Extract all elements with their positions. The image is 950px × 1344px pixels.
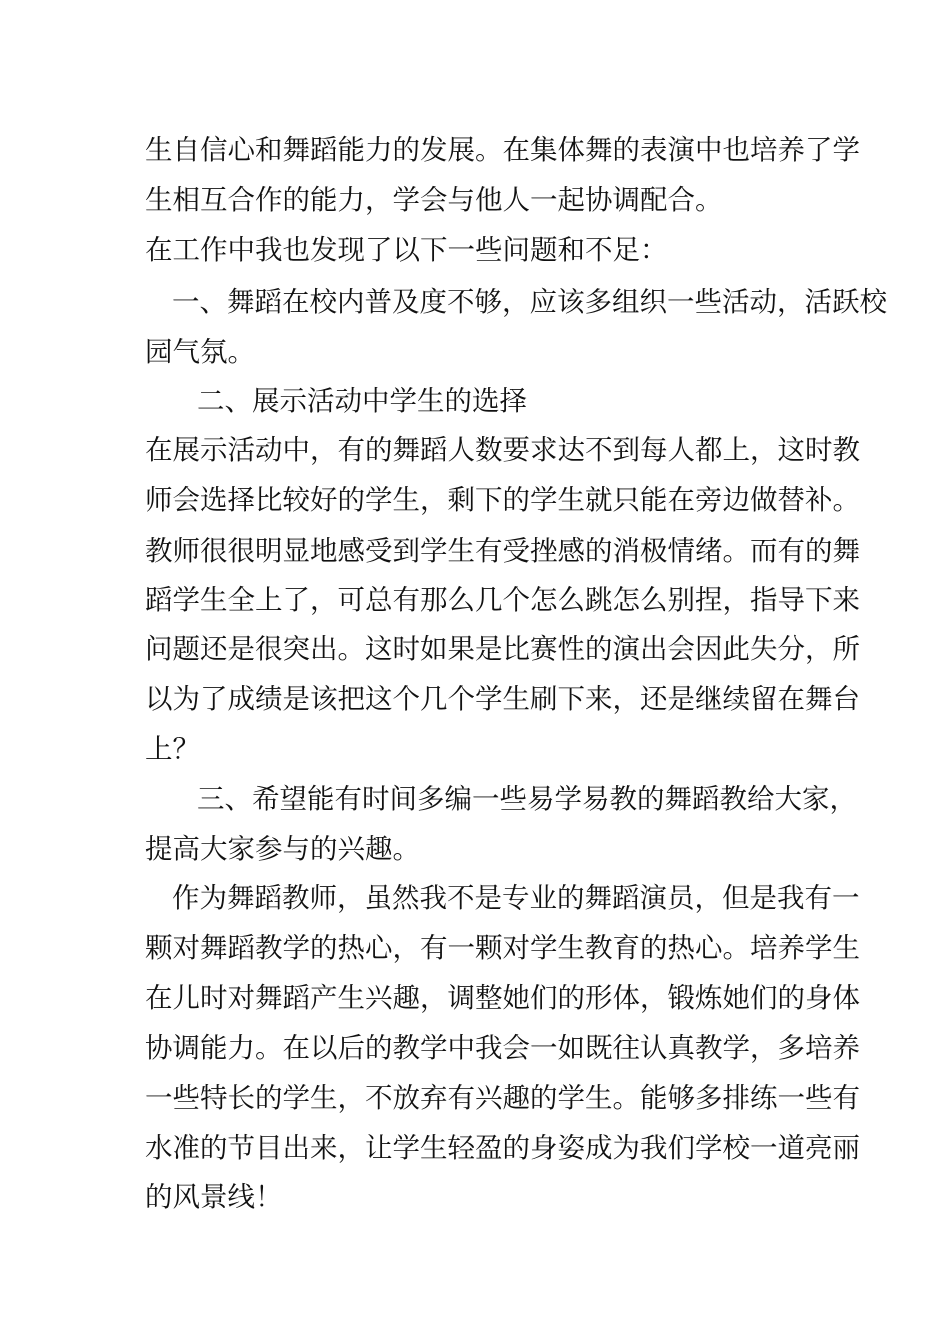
text-line: 一、舞蹈在校内普及度不够，应该多组织一些活动，活跃校 — [172, 286, 887, 318]
section-heading: 二、展示活动中学生的选择 — [197, 385, 527, 417]
text-line: 提高大家参与的兴趣。 — [145, 833, 420, 865]
text-line: 蹈学生全上了，可总有那么几个怎么跳怎么别捏，指导下来 — [145, 584, 860, 616]
text-line: 协调能力。在以后的教学中我会一如既往认真教学，多培养 — [145, 1032, 860, 1064]
text-line: 的风景线！ — [145, 1181, 283, 1213]
text-line: 生相互合作的能力，学会与他人一起协调配合。 — [145, 184, 723, 216]
text-line: 一些特长的学生，不放弃有兴趣的学生。能够多排练一些有 — [145, 1082, 860, 1114]
text-line: 问题还是很突出。这时如果是比赛性的演出会因此失分，所 — [145, 633, 860, 665]
text-line: 师会选择比较好的学生，剩下的学生就只能在旁边做替补。 — [145, 484, 860, 516]
text-line: 作为舞蹈教师，虽然我不是专业的舞蹈演员，但是我有一 — [172, 882, 860, 914]
text-line: 在工作中我也发现了以下一些问题和不足： — [145, 234, 668, 266]
text-line: 以为了成绩是该把这个几个学生刷下来，还是继续留在舞台 — [145, 683, 860, 715]
text-line: 园气氛。 — [145, 336, 255, 368]
text-line: 颗对舞蹈教学的热心，有一颗对学生教育的热心。培养学生 — [145, 932, 860, 964]
text-line: 生自信心和舞蹈能力的发展。在集体舞的表演中也培养了学 — [145, 134, 860, 166]
text-line: 在展示活动中，有的舞蹈人数要求达不到每人都上，这时教 — [145, 434, 860, 466]
text-line: 上？ — [145, 733, 200, 765]
text-line: 在儿时对舞蹈产生兴趣，调整她们的形体，锻炼她们的身体 — [145, 982, 860, 1014]
text-line: 教师很很明显地感受到学生有受挫感的消极情绪。而有的舞 — [145, 535, 860, 567]
section-heading: 三、希望能有时间多编一些易学易教的舞蹈教给大家， — [197, 783, 857, 815]
text-line: 水准的节目出来，让学生轻盈的身姿成为我们学校一道亮丽 — [145, 1132, 860, 1164]
